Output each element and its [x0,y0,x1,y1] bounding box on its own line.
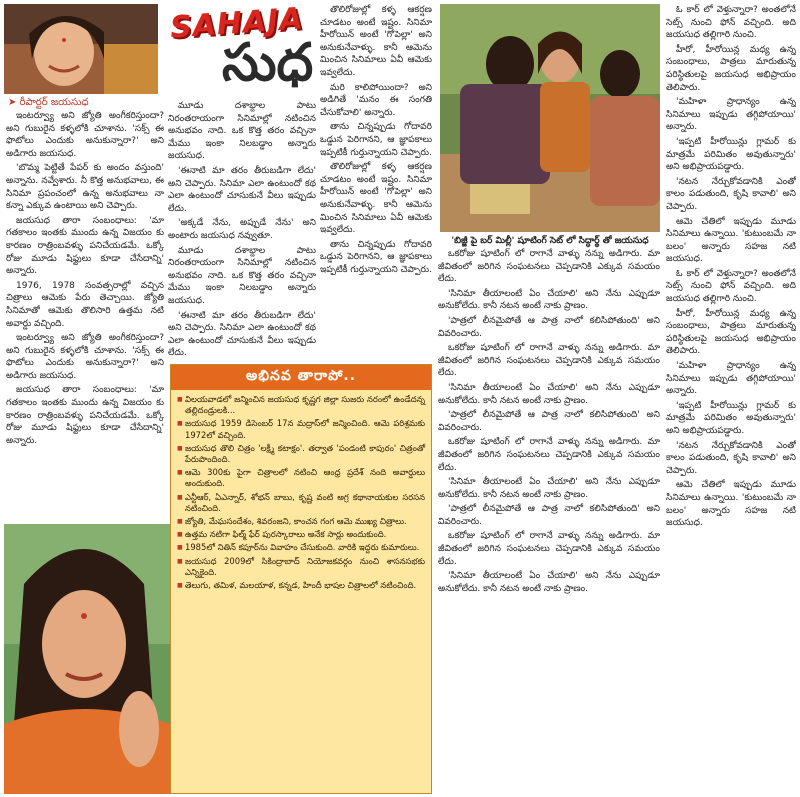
info-box-item: ■ జ్యోతి, మేఘసందేశం, శివరంజని, కాంచన గంగ ఆమె ముఖ్య చిత్రాలు. [177,516,425,527]
info-box-body [171,390,431,597]
paragraph: హీరో, హీరోయిన్ల మధ్య ఉన్న సంబంధాలు, పాత్రలు మారుతున్న పరిస్థితులపై జయసుధ అభిప్రాయం తెలిపారు. [666,308,796,357]
paragraph: 'పాత్రలో లీనమైపోతే ఆ పాత్ర నాలో కలిసిపోతుంది' అని వివరించారు. [438,410,660,433]
article-column-5 [666,4,796,794]
paragraph: తాను చిన్నప్పుడు గోదావరి ఒడ్డున పెరిగానని, ఆ జ్ఞాపకాలు ఇప్పటికీ గుర్తున్నాయని చెప్పారు. [320,239,432,275]
paragraph: 'ఇప్పటి హీరోయిన్లు గ్లామర్ కు మాత్రమే పరిమితం అవుతున్నారు' అని అభిప్రాయపడ్డారు. [666,136,796,173]
paragraph: 'నటన నేర్చుకోవడానికి ఎంతో కాలం పడుతుంది, కృషి కావాలి' అని చెప్పారు. [666,440,796,476]
paragraph: 'సినిమా తీయాలంటే ఏం చేయాలి' అని నేను ఎప్పుడూ అనుకోలేదు. కానీ నటన అంటే నాకు ప్రాణం. [438,477,660,500]
bottom-portrait-photo [4,524,170,794]
info-box-item: ■ జయసుధ 2009లో సికింద్రాబాద్ నియోజకవర్గం నుంచి శాసనసభకు ఎన్నికైంది. [177,556,425,578]
paragraph: ఆమె చేతిలో ఇప్పుడు మూడు సినిమాలు ఉన్నాయి. 'కుటుంబమే నా బలం' అన్నారు సహజ నటి జయసుధ. [666,480,796,529]
paragraph: 'బొమ్మ పెట్టితే పేపర్ కు అందం వస్తుంది' అన్నాను. నవ్వేశారు. నీ కొత్త అనుభవాలు, ఈ సినిమా ప్రపంచంలో ఉన్న అనుభవాలు నా కన్నా ఎక్కువ ఉంటాయి అని చెప్పారు. [6,163,164,212]
paragraph: ఒకరోజు షూటింగ్ లో రాగానే వాళ్ళు నన్ను అడిగారు. మా జీవితంలో జరిగిన సంఘటనలు చెప్పడానికి ఎక్కువ సమయం లేదు. [438,437,660,473]
masthead [160,1,314,94]
paragraph: ఆమె చేతిలో ఇప్పుడు మూడు సినిమాలు ఉన్నాయి. 'కుటుంబమే నా బలం' అన్నారు సహజ నటి జయసుధ. [666,216,796,265]
article-column-4 [438,248,660,794]
info-box-item: ■ జయసుధ 1959 డిసెంబర్ 17న మద్రాస్‌లో జన్మించింది. ఆమె పరిశ్రమకు 1972లో వచ్చింది. [177,418,425,440]
paragraph: తాను చిన్నప్పుడు గోదావరి ఒడ్డున పెరిగానని, ఆ జ్ఞాపకాలు ఇప్పటికీ గుర్తున్నాయని చెప్పారు. [320,122,432,158]
paragraph: 'ఈనాటి మా తరం తీరుబడిగా లేదు' అని చెప్పారు. సినిమా ఎలా ఉంటుందో కథ ఎలా ఉంటుందో చూసుకునే వీలు ఇప్పుడు లేదు. [168,165,316,214]
article-column-3 [320,4,432,358]
paragraph: 'మహిళా ప్రాధాన్యం ఉన్న సినిమాలు ఇప్పుడు తగ్గిపోయాయి' అన్నారు. [666,361,796,397]
article-column-2 [168,100,316,358]
paragraph: మూడు దశాబ్దాల పాటు నిరంతరాయంగా సినిమాల్లో నటించిన అనుభవం నాది. ఒక కొత్త తరం వచ్చినా మేము ఇంకా నిలబడ్డాం అన్నారు జయసుధ. [168,245,316,306]
paragraph: ఓ కార్ లో వెళ్తున్నారా? అంతలోనే సెట్స్ నుంచి ఫోన్ వచ్చింది. అది జయసుధ తల్లిగారి నుంచి. [666,268,796,305]
info-box-item: ■ 1985లో నితిన్ కపూర్‌ను వివాహం చేసుకుంది. వారికి ఇద్దరు కుమారులు. [177,542,425,553]
paragraph: 'సినిమా తీయాలంటే ఏం చేయాలి' అని నేను ఎప్పుడూ అనుకోలేదు. కానీ నటన అంటే నాకు ప్రాణం. [438,288,660,312]
paragraph: 'ఈనాటి మా తరం తీరుబడిగా లేదు' అని చెప్పారు. సినిమా ఎలా ఉంటుందో కథ ఎలా ఉంటుందో చూసుకునే వీలు ఇప్పుడు లేదు. [168,310,316,358]
paragraph: జయసుధ తారా సంబంధాలు: 'మా గతకాలం ఇంతకు ముందు ఉన్న విజయం కు కారణం రాత్రింబవళ్ళు పనిచేయడమే. ఒక్కో రోజు మూడు షిఫ్టులు కూడా చేసేదాన్ని' అన్నారు. [6,385,164,446]
info-box-title: అభినవ తారాపో.. [171,365,431,390]
top-portrait-photo [4,4,158,94]
paragraph: 'ఇప్పటి హీరోయిన్లు గ్లామర్ కు మాత్రమే పరిమితం అవుతున్నారు' అని అభిప్రాయపడ్డారు. [666,400,796,436]
info-box-item: ■ విలయవాడలో జన్మించిన జయసుధ కృష్ణగ జిల్లా సుజరు నరంలో ఉండేదన్న తల్లిదండ్రులకి... [177,394,425,416]
paragraph: తొలిరోజుల్లో కళ్ళ ఆకర్షణ చూడటం అంటే ఇష్టం. సినిమా హీరోయిన్ అంటే 'గోపెల్లా' అని అనుకునేవాళ్ళు. కానీ ఆమెను మించిన సినిమాలు ఏవీ ఆమెకు ఇవ్వలేదు. [320,5,432,78]
photo-caption: 'బిజ్జీ పై బర్ మిల్లీ' షూటింగ్ సెట్ లో సిద్ధార్థ్ తో జయసుధ [451,236,649,246]
paragraph: 'పాత్రలో లీనమైపోతే ఆ పాత్ర నాలో కలిసిపోతుంది' అని వివరించారు. [438,315,660,339]
paragraph: 'మహిళా ప్రాధాన్యం ఉన్న సినిమాలు ఇప్పుడు తగ్గిపోయాయి' అన్నారు. [666,97,796,133]
masthead-sahaja: SAHAJA [168,1,305,46]
paragraph: 'అక్కడే నేను, అప్పుడే నేను' అని అంటారు జయసుధ నవ్వుతూ. [168,218,316,241]
info-box-item: ■ తెలుగు, తమిళ, మలయాళ, కన్నడ, హిందీ భాషల చిత్రాలలో నటించింది. [177,580,425,591]
paragraph: 'సినిమా తీయాలంటే ఏం చేయాలి' అని నేను ఎప్పుడూ అనుకోలేదు. కానీ నటన అంటే నాకు ప్రాణం. [438,382,660,406]
paragraph: ఒకరోజు షూటింగ్ లో రాగానే వాళ్ళు నన్ను అడిగారు. మా జీవితంలో జరిగిన సంఘటనలు చెప్పడానికి ఎక్కువ సమయం లేదు. [438,343,660,379]
paragraph: హీరో, హీరోయిన్ల మధ్య ఉన్న సంబంధాలు, పాత్రలు మారుతున్న పరిస్థితులపై జయసుధ అభిప్రాయం తెలిపారు. [666,44,796,93]
article-column-1 [6,110,164,520]
masthead-sudha: సుధ [222,32,314,93]
paragraph: 'నటన నేర్చుకోవడానికి ఎంతో కాలం పడుతుంది, కృషి కావాలి' అని చెప్పారు. [666,176,796,212]
paragraph: మూడు దశాబ్దాల పాటు నిరంతరాయంగా సినిమాల్లో నటించిన అనుభవం నాది. ఒక కొత్త తరం వచ్చినా మేము ఇంకా నిలబడ్డాం అన్నారు జయసుధ. [168,101,316,162]
paragraph: ఇంటర్వ్యూ అని జ్యోతి అంగీకరిస్తుందా? అని గుబురైన కళ్ళలోకి చూశాను. 'సక్స్ ఈ ఫొటోలు ఎందుకు అనుకున్నారా?' అని అడిగారు జయసుధ. [6,111,164,159]
paragraph: మరి కాలిపోయిందా? అని అడిగితే 'మనం ఈ సంగతి చేసుకోవాలి' అన్నారు. [320,82,432,118]
info-box-item: ■ జయసుధ తొలి చిత్రం 'లక్ష్మీ కటాక్షం'. తర్వాత 'పండంటి కాపురం' చిత్రంతో పేరుపొందింది. [177,443,425,465]
byline: ➤ రీపార్టర్ జయసుధ [8,97,89,108]
paragraph: 1976, 1978 సంవత్సరాల్లో వచ్చిన చిత్రాలు ఆమెకు పేరు తెచ్చాయి. జ్యోతి సినిమాతో ఆమెకు తొలిసారి ఉత్తమ నటి అవార్డు వచ్చింది. [6,280,164,329]
paragraph: ఓ కార్ లో వెళ్తున్నారా? అంతలోనే సెట్స్ నుంచి ఫోన్ వచ్చింది. అది జయసుధ తల్లిగారి నుంచి. [666,5,796,41]
info-box-item: ■ ఎన్టీఆర్, ఏఎన్నార్, శోభన్ బాబు, కృష్ణ వంటి అగ్ర కథానాయకుల సరసన నటించింది. [177,492,425,514]
paragraph: జయసుధ తారా సంబంధాలు: 'మా గతకాలం ఇంతకు ముందు ఉన్న విజయం కు కారణం రాత్రింబవళ్ళు పనిచేయడమే. ఒక్కో రోజు మూడు షిఫ్టులు కూడా చేసేదాన్ని' అన్నారు. [6,215,164,277]
paragraph: ఒకరోజు షూటింగ్ లో రాగానే వాళ్ళు నన్ను అడిగారు. మా జీవితంలో జరిగిన సంఘటనలు చెప్పడానికి ఎక్కువ సమయం లేదు. [438,249,660,285]
paragraph: తొలిరోజుల్లో కళ్ళ ఆకర్షణ చూడటం అంటే ఇష్టం. సినిమా హీరోయిన్ అంటే 'గోపెల్లా' అని అనుకునేవాళ్ళు. కానీ ఆమెను మించిన సినిమాలు ఏవీ ఆమెకు ఇవ్వలేదు. [320,162,432,236]
paragraph: ఒకరోజు షూటింగ్ లో రాగానే వాళ్ళు నన్ను అడిగారు. మా జీవితంలో జరిగిన సంఘటనలు చెప్పడానికి ఎక్కువ సమయం లేదు. [438,531,660,567]
shooting-set-photo [440,4,660,232]
info-box [170,364,432,794]
info-box-item: ■ ఆమె 300కు పైగా చిత్రాలలో నటించి ఆంధ్ర ప్రదేశ్ నంది అవార్డులు అందుకుంది. [177,467,425,489]
info-box-item: ■ ఉత్తమ నటిగా ఫిల్మ్ ఫేర్ పురస్కారాలు అనేక సార్లు అందుకుంది. [177,529,425,540]
paragraph: ఇంటర్వ్యూ అని జ్యోతి అంగీకరిస్తుందా? అని గుబురైన కళ్ళలోకి చూశాను. 'సక్స్ ఈ ఫొటోలు ఎందుకు అనుకున్నారా?' అని అడిగారు జయసుధ. [6,333,164,381]
paragraph: 'పాత్రలో లీనమైపోతే ఆ పాత్ర నాలో కలిసిపోతుంది' అని వివరించారు. [438,504,660,527]
paragraph: 'సినిమా తీయాలంటే ఏం చేయాలి' అని నేను ఎప్పుడూ అనుకోలేదు. కానీ నటన అంటే నాకు ప్రాణం. [438,571,660,594]
